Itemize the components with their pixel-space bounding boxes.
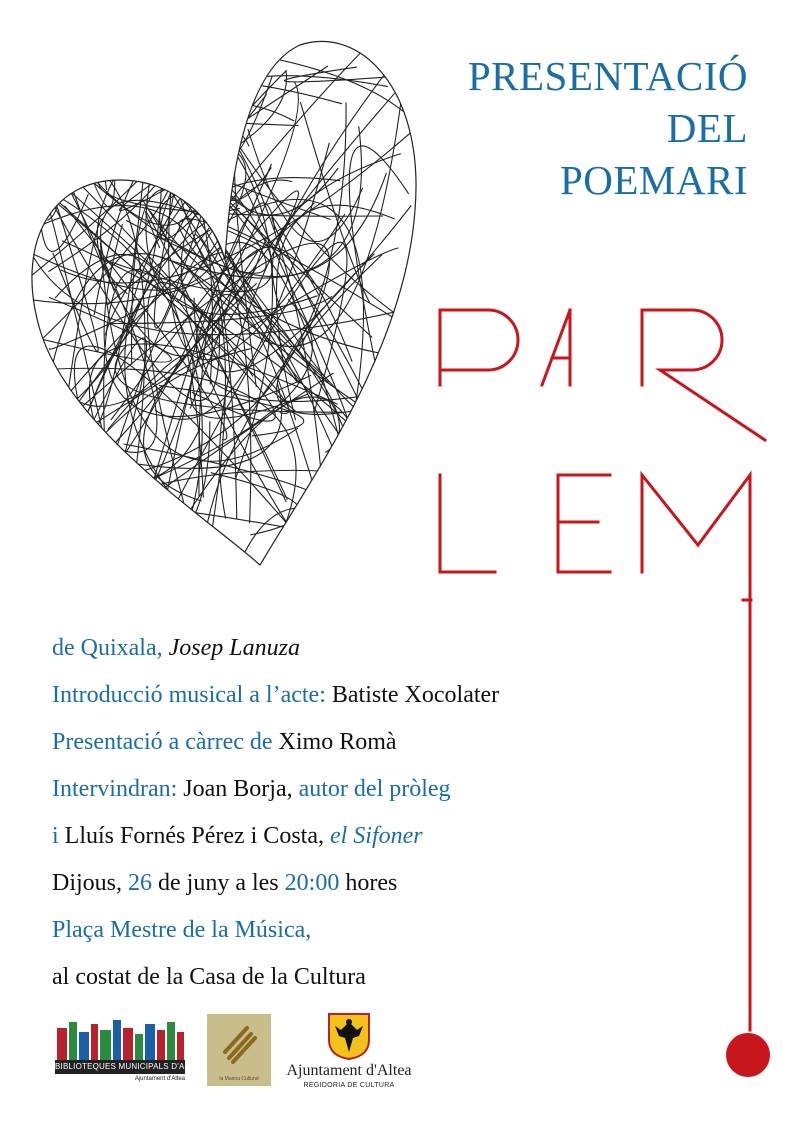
presentation-name: Ximo Romà xyxy=(278,729,397,755)
heart-scribble-stroke xyxy=(272,217,411,505)
heart-scribble-stroke xyxy=(190,93,394,418)
author-prefix: de Quixala, xyxy=(52,635,163,661)
council-name: Ajuntament d'Altea xyxy=(286,1062,412,1079)
heart-scribble-stroke xyxy=(137,508,318,539)
sponsor-logos xyxy=(55,1010,435,1110)
info-speaker2 xyxy=(52,813,692,860)
heart-scribble-stroke xyxy=(125,422,210,564)
council-logo xyxy=(285,1010,425,1110)
music-label: Introducció musical a l’acte: xyxy=(52,682,326,708)
letter-e xyxy=(558,475,610,572)
library-name: BIBLIOTEQUES MUNICIPALS D'ALTEA xyxy=(55,1060,185,1074)
info-music xyxy=(52,672,692,719)
stylized-s-icon xyxy=(207,1014,271,1074)
books-icon xyxy=(55,1018,185,1060)
letter-l xyxy=(440,475,495,572)
title-line-3: POEMARI xyxy=(559,157,748,203)
heart-scribble-stroke xyxy=(44,108,59,221)
heart-scribble-stroke xyxy=(63,46,367,424)
speaker2-prefix: i xyxy=(52,823,59,849)
council-sub: REGIDORIA DE CULTURA xyxy=(303,1082,395,1089)
speaker1-role: autor del pròleg xyxy=(298,776,451,802)
info-author xyxy=(52,625,692,672)
scribbled-heart-icon xyxy=(10,30,430,570)
marina-cultural-logo xyxy=(207,1014,271,1086)
title-line-2: DEL xyxy=(666,105,748,151)
author-name: Josep Lanuza xyxy=(168,635,300,661)
library-sub: Ajuntament d'Altea xyxy=(134,1076,185,1082)
red-dot-icon xyxy=(726,1033,770,1077)
presentation-label: Presentació a càrrec de xyxy=(52,729,273,755)
heart-scribble-stroke xyxy=(121,143,246,267)
date-day: Dijous, xyxy=(52,870,123,896)
info-presentation xyxy=(52,719,692,766)
heart-scribble-stroke xyxy=(211,473,301,535)
heart-scribble-stroke xyxy=(69,40,157,443)
speaker1-name: Joan Borja, xyxy=(183,776,293,802)
heart-scribble-stroke xyxy=(109,136,207,168)
heart-scribble-stroke xyxy=(30,79,225,290)
coat-of-arms-icon xyxy=(327,1012,371,1060)
date-time: 20:00 xyxy=(284,870,340,896)
heart-scribble-stroke xyxy=(179,77,272,169)
place: Plaça Mestre de la Música, xyxy=(52,917,312,943)
info-place xyxy=(52,907,692,954)
title-line-1: PRESENTACIÓ xyxy=(467,53,748,99)
heart-scribble-stroke xyxy=(89,344,337,423)
heart-scribble-stroke xyxy=(46,118,214,225)
date-mid: de juny a les xyxy=(158,870,279,896)
heart-scribble-stroke xyxy=(220,34,416,518)
speaker2-name: Lluís Fornés Pérez i Costa, xyxy=(64,823,324,849)
place-detail: al costat de la Casa de la Cultura xyxy=(52,964,366,990)
speakers-label: Intervindran: xyxy=(52,776,178,802)
event-info xyxy=(52,625,692,1001)
heart-scribble-stroke xyxy=(118,87,298,126)
heart-scribble-stroke xyxy=(10,32,216,293)
presentation-title xyxy=(468,50,748,206)
date-unit: hores xyxy=(345,870,398,896)
info-speakers xyxy=(52,766,692,813)
heart-scribble-stroke xyxy=(53,219,104,502)
heart-scribble-stroke xyxy=(62,38,419,126)
speaker2-alias: el Sifoner xyxy=(329,823,423,849)
heart-scribble-stroke xyxy=(43,338,146,530)
heart-scribble-stroke xyxy=(284,67,418,82)
info-place-detail xyxy=(52,954,692,1001)
letter-p xyxy=(440,310,518,385)
letter-a xyxy=(542,310,570,385)
letter-r xyxy=(642,310,765,440)
heart-scribble-stroke xyxy=(53,470,376,527)
date-num: 26 xyxy=(128,870,153,896)
heart-scribble-stroke xyxy=(104,81,342,190)
music-name: Batiste Xocolater xyxy=(331,682,500,708)
marina-cultural-text: la Marina Cultural xyxy=(219,1076,259,1082)
library-logo xyxy=(55,1018,205,1090)
info-date xyxy=(52,860,692,907)
